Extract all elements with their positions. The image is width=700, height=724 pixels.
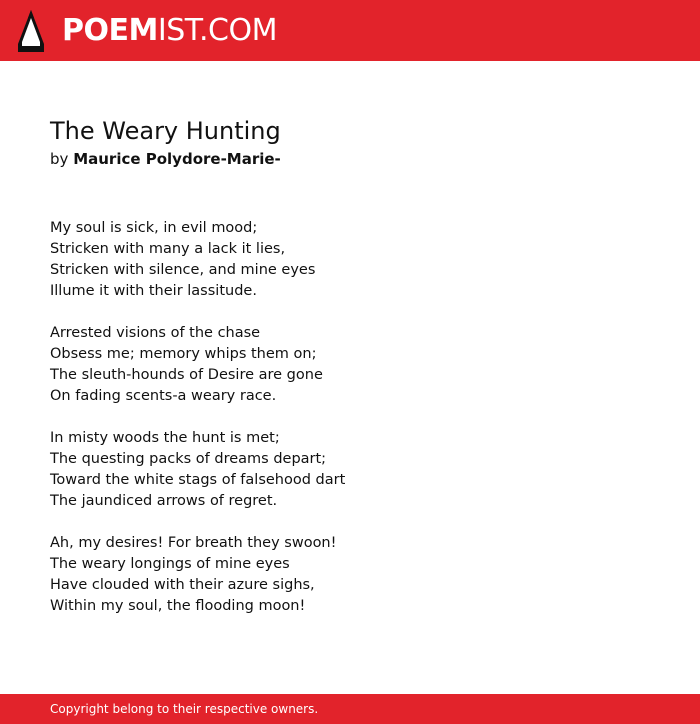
poem-line: Obsess me; memory whips them on;	[50, 346, 317, 362]
stanza	[50, 323, 670, 407]
poem-line: Stricken with silence, and mine eyes	[50, 262, 316, 278]
poem-byline	[50, 148, 281, 170]
brand-light: IST.COM	[157, 13, 277, 48]
stanza	[50, 533, 670, 617]
poem-line: My soul is sick, in evil mood;	[50, 220, 258, 236]
poem-line: On fading scents-a weary race.	[50, 388, 277, 404]
poem-line: The sleuth-hounds of Desire are gone	[50, 367, 323, 383]
poem-line: Within my soul, the flooding moon!	[50, 598, 306, 614]
site-logo-text[interactable]	[62, 11, 277, 51]
poem-title: The Weary Hunting	[50, 117, 281, 145]
copyright-text: Copyright belong to their respective owners.	[50, 702, 319, 716]
stanza	[50, 218, 670, 302]
poem-body	[50, 218, 670, 638]
poem-line: The weary longings of mine eyes	[50, 556, 290, 572]
poem-line: The questing packs of dreams depart;	[50, 451, 327, 467]
byline-prefix: by	[50, 150, 69, 168]
poem-line: Toward the white stags of falsehood dart	[50, 472, 346, 488]
poem-line: Ah, my desires! For breath they swoon!	[50, 535, 337, 551]
poem-line: Illume it with their lassitude.	[50, 283, 257, 299]
brand-bold: POEM	[62, 13, 158, 48]
stanza	[50, 428, 670, 512]
poem-line: The jaundiced arrows of regret.	[50, 493, 278, 509]
poem-line: Arrested visions of the chase	[50, 325, 261, 341]
author-name[interactable]: Maurice Polydore-Marie-	[73, 150, 281, 168]
site-footer	[0, 694, 700, 724]
site-header	[0, 0, 700, 61]
poem-line: Stricken with many a lack it lies,	[50, 241, 286, 257]
pencil-tip-icon[interactable]	[18, 10, 44, 52]
poem-line: Have clouded with their azure sighs,	[50, 577, 315, 593]
poem-line: In misty woods the hunt is met;	[50, 430, 280, 446]
